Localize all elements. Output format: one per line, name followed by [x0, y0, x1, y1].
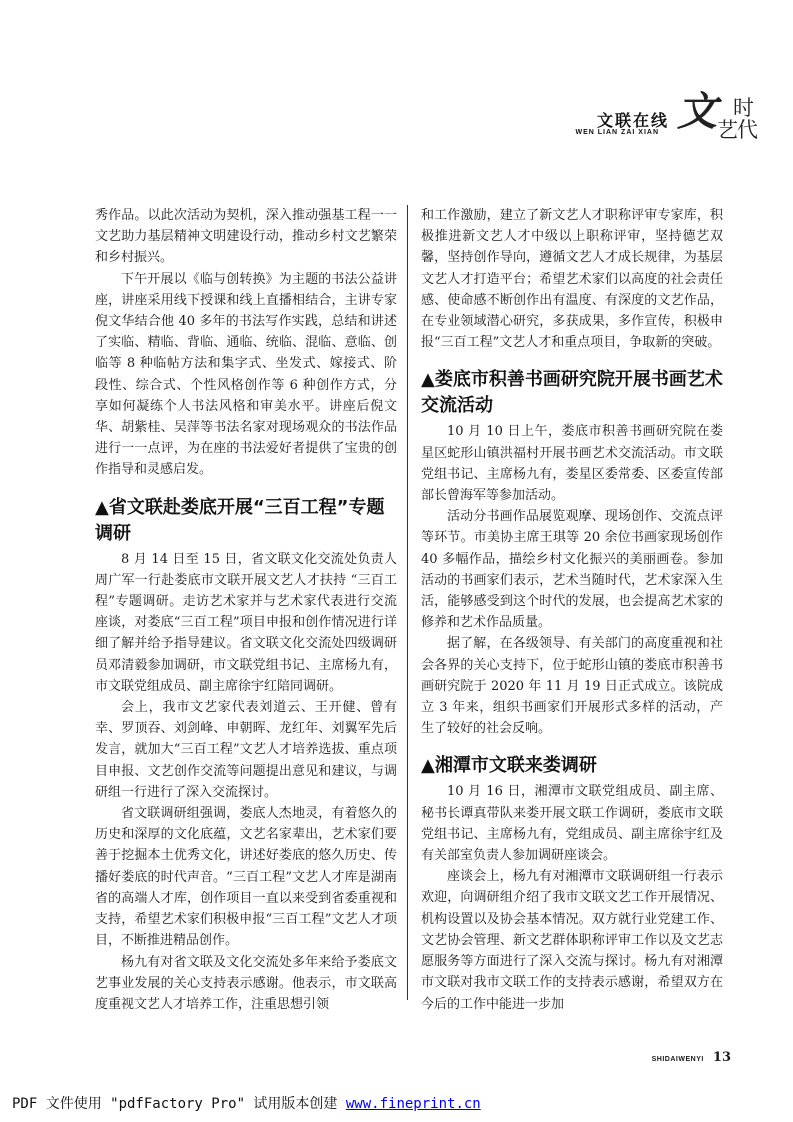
- logo-glyph-wen: 文: [677, 88, 717, 135]
- paragraph: 座谈会上，杨九有对湘潭市文联调研组一行表示欢迎，向调研组介绍了我市文联文艺工作开展情况、机构设置以及协会基本情况。双方就行业党建工作、文艺协会管理、新文艺群体职称评审工作以及文艺志愿服务等方面进行了深入交流与探讨。杨九有对湘潭市文联对我市文联工作的支持表示感谢，希望双方在今后的工作中能进一步加: [421, 869, 723, 1012]
- page-number: 13: [712, 1050, 731, 1065]
- paragraph: 据了解，在各级领导、有关部门的高度重视和社会各界的关心支持下，位于蛇形山镇的娄底市积善书画研究院于 2020 年 11 月 19 日正式成立。该院成立 3 年来，组织书画家们开展形式多样的活动，产生了较好的社会反响。: [421, 636, 723, 737]
- right-column: [421, 205, 723, 1015]
- section-heading: ▲省文联赴娄底开展“三百工程”专题调研: [95, 496, 385, 544]
- column-title: 文联在线: [596, 111, 669, 130]
- logo-glyph-shi: 时: [733, 96, 754, 120]
- paragraph: 下午开展以《临与创转换》为主题的书法公益讲座，讲座采用线下授课和线上直播相结合，主讲专家倪文华结合他 40 多年的书法写作实践，总结和讲述了实临、精临、背临、通临、统临、混临、意临、创临等 8 种临帖方法和集字式、坐发式、嫁接式、阶段性、综合式、个性风格创作等 6 种创作方式，分享如何凝练个人书法风格和审美水平。讲座后倪文华、胡紫桂、吴萍等书法名家对现场观众的书法作品进行一一点评，为在座的书法爱好者提供了宝贵的创作指导和灵感启发。: [95, 271, 397, 478]
- paragraph: 8 月 14 日至 15 日，省文联文化交流处负责人周广军一行赴娄底市文联开展文艺人才扶持 “三百工程”专题调研。走访艺术家并与艺术家代表进行交流座谈，对娄底“三百工程”项目申报和创作情况进行详细了解并给予指导建议。省文联文化交流处四级调研员邓清毅参加调研，市文联党组书记、主席杨九有，市文联党组成员、副主席徐宇红陪同调研。: [95, 551, 397, 694]
- page-header: [493, 88, 773, 142]
- fineprint-link[interactable]: www.fineprint.cn: [345, 1096, 481, 1112]
- logo-glyph-dai: 代: [737, 118, 758, 142]
- pdf-footer: [12, 1093, 481, 1113]
- paragraph: 活动分书画作品展览观摩、现场创作、交流点评等环节。市美协主席王琪等 20 余位书画家现场创作 40 多幅作品，描绘乡村文化振兴的美丽画卷。参加活动的书画家们表示，艺术当随时代，艺术家深入生活，能够感受到这个时代的发展，也会提高艺术家的修养和艺术作品质量。: [421, 509, 723, 631]
- paragraph: 和工作激励，建立了新文艺人才职称评审专家库，积极推进新文艺人才中级以上职称评审，坚持德艺双馨，坚持创作导向，遵循文艺人才成长规律，为基层文艺人才打造平台；希望艺术家们以高度的社会责任感、使命感不断创作出有温度、有深度的文艺作品，在专业领域潜心研究，多获成果，多作宣传，积极申报“三百工程”文艺人才和重点项目，争取新的突破。: [421, 208, 723, 351]
- paragraph: 省文联调研组强调，娄底人杰地灵，有着悠久的历史和深厚的文化底蕴，文艺名家辈出，艺术家们要善于挖掘本土优秀文化，讲述好娄底的悠久历史、传播好娄底的时代声音。“三百工程”文艺人才库是湖南省的高端人才库，创作项目一直以来受到省委重视和支持，希望艺术家们积极申报“三百工程”文艺人才项目，不断推进精品创作。: [95, 806, 397, 949]
- paragraph: 会上，我市文艺家代表刘道云、王开健、曾有幸、罗顶吞、刘剑峰、申朝晖、龙红年、刘翼军先后发言，就加大“三百工程”文艺人才培养选拔、重点项目申报、文艺创作交流等问题提出意见和建议，与调研组一行进行了深入交流探讨。: [95, 700, 397, 800]
- paragraph: 秀作品。以此次活动为契机，深入推动强基工程一一文艺助力基层精神文明建设行动，推动乡村文艺繁荣和乡村振兴。: [95, 208, 397, 266]
- section-heading: ▲湘潭市文联来娄调研: [421, 755, 597, 777]
- logo-glyph-yi: 艺: [717, 118, 738, 142]
- footer-text: PDF 文件使用 "pdfFactory Pro" 试用版本创建: [12, 1096, 346, 1112]
- paragraph: 10 月 16 日，湘潭市文联党组成员、副主席、秘书长谭真带队来娄开展文联工作调研，娄底市文联党组书记、主席杨九有，党组成员、副主席徐宇红及有关部室负责人参加调研座谈会。: [421, 784, 723, 864]
- column-title-pinyin: WEN LIAN ZAI XIAN: [575, 129, 659, 136]
- page-folio: [652, 1046, 731, 1065]
- magazine-name: SHIDAIWENYI: [651, 1056, 704, 1063]
- section-heading: ▲娄底市积善书画研究院开展书画艺术交流活动: [421, 369, 723, 417]
- paragraph: 杨九有对省文联及文化交流处多年来给予娄底文艺事业发展的关心支持表示感谢。他表示，市文联高度重视文艺人才培养工作，注重思想引领: [95, 954, 397, 1012]
- column-divider: [407, 205, 408, 1000]
- left-column: [95, 205, 397, 1015]
- paragraph: 10 月 10 日上午，娄底市积善书画研究院在娄星区蛇形山镇洪福村开展书画艺术交流活动。市文联党组书记、主席杨九有，娄星区委常委、区委宣传部部长曾海军等参加活动。: [421, 424, 723, 504]
- magazine-logo: [675, 88, 773, 142]
